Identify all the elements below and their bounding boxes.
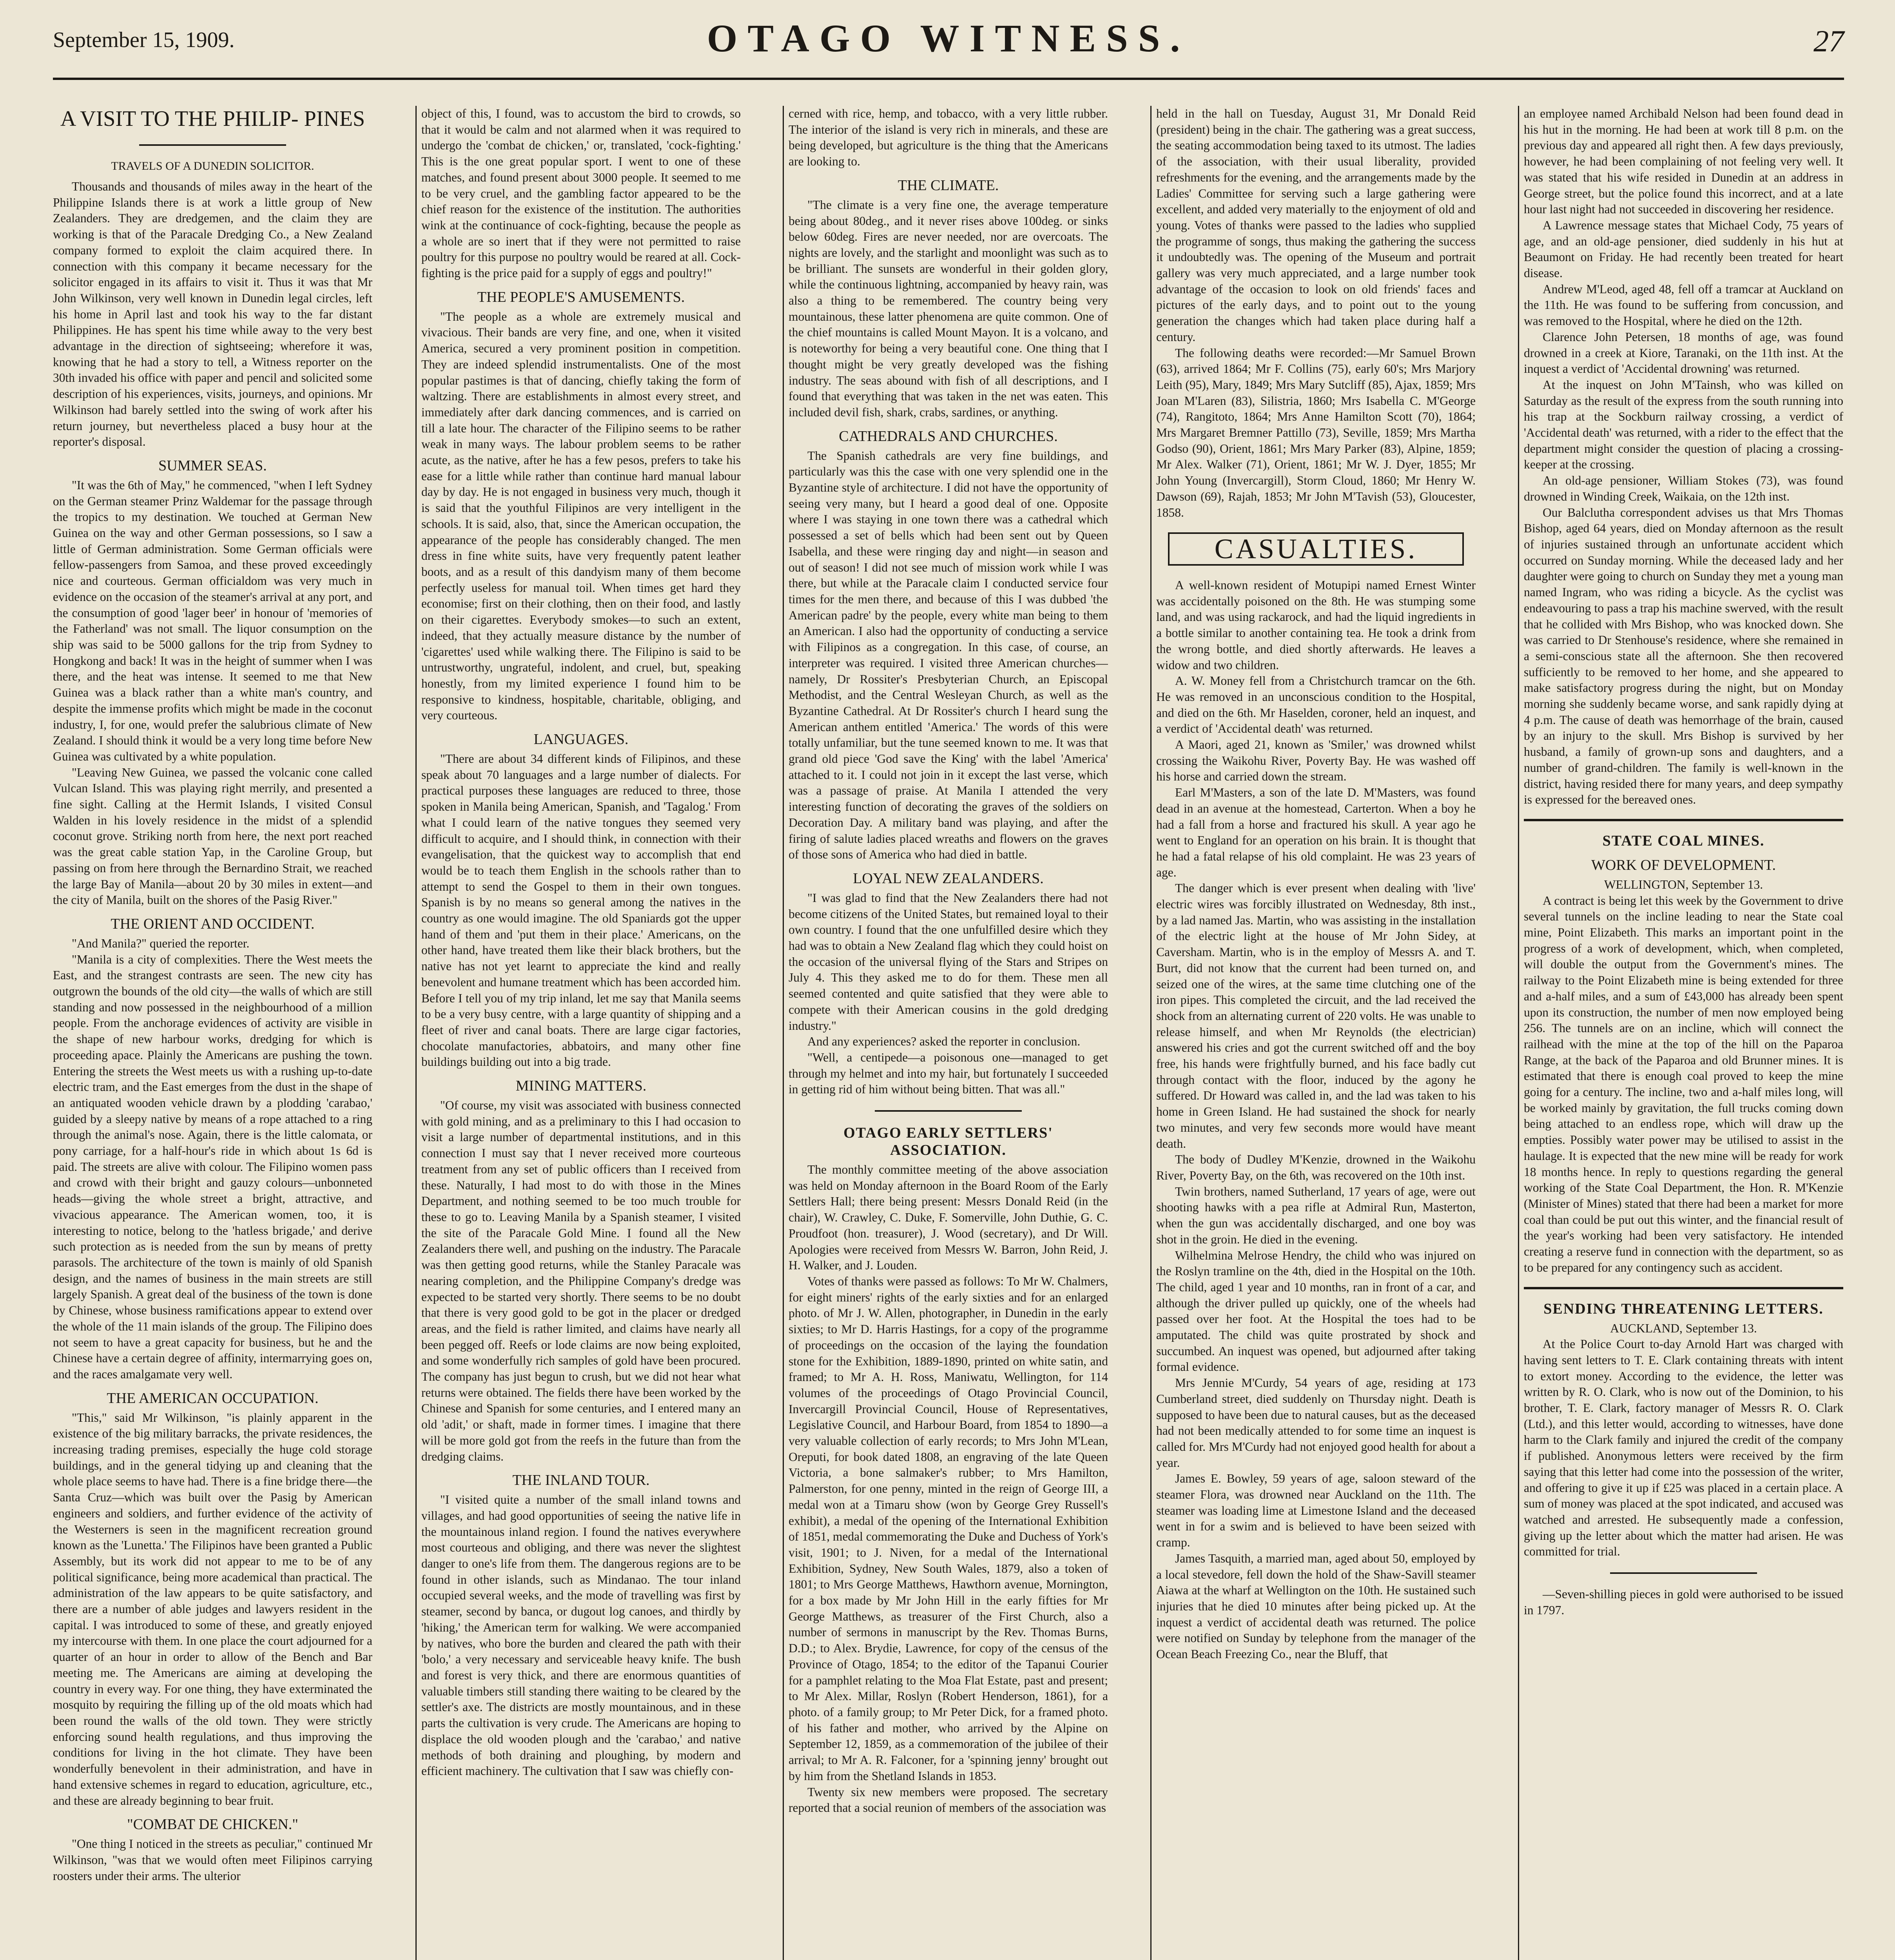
paragraph: "Leaving New Guinea, we passed the volcanic cone called Vulcan Island. This was playing right merrily, and presented a fine sight. Calling at the Hermit Islands, I visited Consul Walden in his lovely residence in the midst of a splendid coconut grove. Striking north from here, the next port reached was the great cable station Yap, in the Caroline Group, but passing on from here through the Bernardino Strait, we reached the large Bay of Manila—about 20 by 30 miles in extent—and the city of Manila, built on the shores of the Pasig River." bbox=[53, 765, 372, 907]
paragraph: Andrew M'Leod, aged 48, fell off a tramcar at Auckland on the 11th. He was found to be suffering from concussion, and was removed to the Hospital, where he died on the 12th. bbox=[1524, 282, 1843, 328]
dateline: AUCKLAND, September 13. bbox=[1610, 1321, 1757, 1335]
dateline: WELLINGTON, September 13. bbox=[1604, 877, 1763, 891]
paragraph: Mrs Jennie M'Curdy, 54 years of age, residing at 173 Cumberland street, died suddenly on Thursday night. Death is supposed to have been due to natural causes, but as the deceased had not been medically attended to for some time an inquest is called for. Mrs M'Curdy had not enjoyed good health for about a year. bbox=[1156, 1376, 1476, 1470]
paragraph: A Lawrence message states that Michael Cody, 75 years of age, and an old-age pensioner, died suddenly in his hut at Beaumont on Friday. He had recently been treated for heart disease. bbox=[1524, 218, 1843, 280]
paragraph: A contract is being let this week by the Government to drive several tunnels on the incline leading to near the State coal mine, Point Elizabeth. This marks an important point in the progress of a work of development, which, when completed, will double the output from the Government's mines. The railway to the Point Elizabeth mine is being extended for three and a-half miles, and a sum of £43,000 has already been spent upon its construction, the number of men now employed being 256. The tunnels are on an incline, which will connect the railhead with the mine at the top of the hill on the Paparoa Range, at the back of the Paparoa and old Brunner mines. It is estimated that there is enough coal proved to keep the mine going for a century. The incline, two and a-half miles long, will be worked mainly by gravitation, the full trucks coming down being attached to an endless rope, which will draw up the empties. Possibly water power may be utilised to assist in the haulage. It is expected that the new mine will be ready for work 18 months hence. In reply to questions regarding the general working of the State Coal Department, the Hon. R. M'Kenzie (Minister of Mines) stated that there had been a market for more coal than could be put out this winter, and the financial result of the year's working had been very satisfactory. He intended creating a reserve fund in connection with the department, so as to be prepared for any contingency such as accident. bbox=[1524, 893, 1843, 1274]
column-rule bbox=[783, 106, 784, 1960]
paragraph: "Manila is a city of complexities. There the West meets the East, and the strangest contrasts are seen. The new city has outgrown the bounds of the old city—the walls of which are still standing and now possessed in the neighbourhood of a million people. From the anchorage evidences of activity are visible in the shape of new harbour works, dredging for which is proceeding apace. Plainly the Americans are pushing the town. Entering the streets the West meets us with a rushing up-to-date electric tram, and the East emerges from the dust in the shape of an antiquated wooden vehicle drawn by a plodding 'carabao,' guided by a sleepy native by means of a rope attached to a ring through the animal's nose. Again, there is the little calomata, or pony carriage, for a half-hour's ride in which about 1s 6d is paid. The streets are alive with colour. The Filipino women pass and crowd with their bright and gauzy colours—unbonneted heads—giving the whole street a bright, attractive, and vivacious appearance. The American women, too, it is interesting to notice, belong to the 'hatless brigade,' and derive such protection as is needed from the sun by means of pretty parasols. The architecture of the town is mainly of old Spanish design, and the names of business in the main streets are still largely Spanish. A great deal of the business of the town is done by Chinese, whose business ramifications appear to extend over the whole of the 11 main islands of the group. The Filipino does not seem to have a great capacity for business, but he and the Chinese have a certain degree of affinity, intermarrying goes on, and the races amalgamate very well. bbox=[53, 952, 372, 1381]
subheading: THE ORIENT AND OCCIDENT. bbox=[111, 915, 315, 932]
divider bbox=[139, 144, 286, 146]
divider bbox=[1610, 1572, 1757, 1574]
paragraph: James Tasquith, a married man, aged about 50, employed by a local stevedore, fell down the hold of the Shaw-Savill steamer Aiawa at the wharf at Wellington on the 10th. He sustained such injuries that he died 10 minutes after being picked up. At the inquest a verdict of accidental death was returned. The police were notified on Sunday by telephone from the manager of the Ocean Beach Freezing Co., near the Bluff, that bbox=[1156, 1551, 1476, 1661]
column-2 bbox=[421, 106, 741, 1960]
column-rule bbox=[415, 106, 417, 1960]
paragraph: An old-age pensioner, William Stokes (73), was found drowned in Winding Creek, Waikaia, on the 12th inst. bbox=[1524, 474, 1843, 503]
paragraph: "One thing I noticed in the streets as peculiar," continued Mr Wilkinson, "was that we would often meet Filipinos carrying roosters under their arms. The ulterior bbox=[53, 1837, 372, 1883]
paragraph: cerned with rice, hemp, and tobacco, with a very little rubber. The interior of the island is very rich in minerals, and these are being developed, but agriculture is the thing that the Americans are looking to. bbox=[789, 107, 1108, 169]
page-number: 27 bbox=[1813, 24, 1844, 58]
subheading: LANGUAGES. bbox=[533, 731, 629, 748]
subheading: THE AMERICAN OCCUPATION. bbox=[107, 1390, 319, 1406]
paragraph: The Spanish cathedrals are very fine buildings, and particularly was this the case with one very splendid one in the Byzantine style of architecture. I did not have the opportunity of seeing very many, but I heard a good deal of one. Opposite where I was staying in one town there was a cathedral which possessed a set of bells which had been sent out by Queen Isabella, and these were ringing day and night—in season and out of season! I did not see much of mission work while I was there, but while at the Paracale claim I conducted service four times for the men there, and because of this I was dubbed 'the American padre' by the people, every white man being to them an American. I also had the opportunity of conducting a service with Filipinos as a congregation. In this case, of course, an interpreter was required. I visited three American churches—namely, Dr Rossiter's Presbyterian Church, an Episcopal Methodist, and the Central Wesleyan Church, as well as the Byzantine Cathedral. At Dr Rossiter's church I heard sung the American anthem entitled 'America.' The words of this were totally unfamiliar, but the tune seemed known to me. It was that grand old piece 'God save the King' with the label 'America' attached to it. I could not join in it except the last verse, which was a passage of praise. At Manila I attended the very interesting function of decorating the graves of the soldiers on Decoration Day. A military band was playing, and after the firing of salute ladies placed wreaths and flowers on the graves of those sons of America who had died in battle. bbox=[789, 448, 1108, 862]
page-header bbox=[53, 12, 1844, 67]
paragraph: At the Police Court to-day Arnold Hart was charged with having sent letters to T. E. Clark containing threats with intent to extort money. According to the evidence, the letter was written by R. O. Clark, who is now out of the Dominion, to his brother, T. E. Clark, factory manager of Messrs R. O. Clark (Ltd.), and this letter would, according to witnesses, have done harm to the Clark family and injured the credit of the company if published. Anonymous letters were received by the firm saying that this letter had come into the possession of the writer, and offering to give it up if £25 was placed in a certain place. A sum of money was placed at the spot indicated, and accused was watched and arrested. He subsequently made a confession, giving up the letter about which the matter had arisen. He was committed for trial. bbox=[1524, 1337, 1843, 1559]
paragraph: A Maori, aged 21, known as 'Smiler,' was drowned whilst crossing the Waikohu River, Poverty Bay. He was washed off his horse and carried down the stream. bbox=[1156, 738, 1476, 784]
paragraph: Our Balclutha correspondent advises us that Mrs Thomas Bishop, aged 64 years, died on Monday afternoon as the result of injuries sustained through an unfortunate accident which occurred on Sunday morning. While the deceased lady and her daughter were going to church on Sunday they met a young man named Ingram, who was riding a bicycle. As the cyclist was endeavouring to pass a trap his machine swerved, with the result that he collided with Mrs Bishop, who was knocked down. She was carried to Dr Stenhouse's residence, where she remained in a semi-conscious state all the afternoon. She then recovered sufficiently to be removed to her home, and she appeared to make satisfactory progress during the night, but on Monday morning she suddenly became worse, and sank rapidly dying at 4 p.m. The cause of death was hemorrhage of the brain, caused by an injury to the skull. Mrs Bishop is survived by her husband, a family of grown-up sons and daughters, and a number of grand-children. The family is well-known in the district, having resided there for many years, and deep sympathy is expressed for the bereaved ones. bbox=[1524, 505, 1843, 807]
paragraph: "This," said Mr Wilkinson, "is plainly apparent in the existence of the big military barracks, the private residences, the increasing trading premises, especially the huge cold storage buildings, and in the general tidying up and cleaning that the whole place seems to have had. There is a fine bridge there—the Santa Cruz—which was built over the Pasig by American engineers and soldiers, and further evidence of the activity of the Westerners is seen in the magnificent recreation ground known as the 'Lunetta.' The Filipinos have been granted a Public Assembly, but its work did not appear to me to be of any political significance, being more academical than practical. The administration of the law appears to be quite satisfactory, and there are a number of able judges and lawyers resident in the capital. I was introduced to some of these, and greatly enjoyed my intercourse with them. In one place the court adjourned for a quarter of an hour in order to allow of the Bench and Bar meeting me. The Americans are aiming at developing the country in every way. For one thing, they have exterminated the mosquito by requiring the filling up of the old moats which had been round the walls of the old town. They were strictly enforcing sound health regulations, and thus improving the conditions for living in the hot climate. They have been wonderfully benevolent in their administration, and have in hand extensive schemes in regard to education, agriculture, etc., and these are already beginning to bear fruit. bbox=[53, 1410, 372, 1808]
subheading: MINING MATTERS. bbox=[515, 1078, 647, 1094]
paragraph: "The climate is a very fine one, the average temperature being about 80deg., and it never rises above 100deg. or sinks below 60deg. Fires are never needed, nor are overcoats. The nights are lovely, and the starlight and moonlight was such as to be brilliant. The sunsets are wonderful in their golden glory, while the continuous lightning, accompanied by heavy rain, was also a thing to be remembered. The country being very mountainous, these latter phenomena are quite common. One of the chief mountains is called Mount Mayon. It is a volcano, and is noteworthy for being a very beautiful cone. One thing that I thought might be very greatly developed was the fishing industry. The seas abound with fish of all descriptions, and I found that everything that was taken in the net was eaten. This included devil fish, shark, crabs, sardines, or anything. bbox=[789, 198, 1108, 419]
subheading: SENDING THREATENING LETTERS. bbox=[1543, 1300, 1824, 1317]
boxed-heading: CASUALTIES. bbox=[1168, 532, 1464, 566]
paragraph: "It was the 6th of May," he commenced, "when I left Sydney on the German steamer Prinz Waldemar for the passage through the tropics to my destination. We touched at German New Guinea on the way and other German possessions, so I saw a little of German administration. Some German officials were fellow-passengers from Samoa, and these proved exceedingly nice and courteous. German officialdom was very much in evidence on the occasion of the steamer's arrival at any port, and the consumption of good 'lager beer' in honour of 'memories of the Fatherland' was not small. The liquor consumption on the ship was said to be 5000 gallons for the trip from Sydney to Hongkong and back! It was in the height of summer when I was there, and the heat was intense. It seemed to me that New Guinea was a black rather than a white man's country, and despite the immense profits which might be made in the coconut industry, I, for one, would prefer the salubrious climate of New Zealand. I should think it would be a very long time before New Guinea was cultivated by a white population. bbox=[53, 478, 372, 763]
paragraph: "And Manila?" queried the reporter. bbox=[72, 936, 250, 950]
paragraph: Thousands and thousands of miles away in the heart of the Philippine Islands there is at work a little group of New Zealanders. They are dredgemen, and the claim they are working is that of the Paracale Dredging Co., a New Zealand company formed to exploit the claim acquired there. In connection with this company it became necessary for the solicitor engaged in its affairs to visit it. Thus it was that Mr John Wilkinson, very well known in Dunedin legal circles, left his home in April last and took his way to the far distant Philippines. He has spent his time while away to the very best advantage in the direction of sightseeing; wherefore it was, knowing that he had a story to tell, a Witness reporter on the 30th invaded his office with paper and pencil and solicited some description of his experiences, visits, journeys, and opinions. Mr Wilkinson had barely settled into the swing of work after his return journey, but nevertheless placed a busy hour at the reporter's disposal. bbox=[53, 180, 372, 449]
paragraph: "Well, a centipede—a poisonous one—managed to get through my helmet and into my hair, but fortunately I succeeded in getting rid of him without being bitten. That was all." bbox=[789, 1050, 1108, 1096]
paragraph: "Of course, my visit was associated with business connected with gold mining, and as a preliminary to this I had occasion to visit a large number of departmental institutions, and in this connection I must say that I never received more courteous treatment from any set of public officers than I received from these. Naturally, I had most to do with those in the Mines Department, and nothing seemed to be too much trouble for these to go to. Leaving Manila by a Spanish steamer, I visited the site of the Paracale Gold Mine. I found all the New Zealanders there well, and pushing on the industry. The Paracale was then getting good returns, while the Stanley Paracale was nearing completion, and the Philippine Company's dredge was expected to be started very shortly. There seems to be no doubt that there is very good gold to be got in the placer or dredged areas, and the field is rather limited, and claims have nearly all been pegged off. Reefs or lode claims are now being exploited, and some wonderfully rich samples of gold have been procured. The company has just begun to crush, but we did not hear what returns were obtained. The fields there have been worked by the Chinese and Spanish for some centuries, and I entered many an old 'adit,' or shaft, made in former times. I imagine that there will be more gold got from the reefs in the future than from the dredging claims. bbox=[421, 1098, 741, 1463]
headline: A VISIT TO THE PHILIP- PINES bbox=[60, 107, 365, 131]
subheading: STATE COAL MINES. bbox=[1602, 832, 1765, 849]
column-1 bbox=[53, 106, 372, 1960]
column-rule bbox=[1150, 106, 1152, 1960]
paragraph: an employee named Archibald Nelson had been found dead in his hut in the morning. He had been at work till 8 p.m. on the previous day and appeared all right then. A few days previously, however, he had been complaining of not feeling very well. It was stated that his wife resided in Dunedin at an address in George street, but the police found this incorrect, and at a late hour last night had not succeeded in discovering her residence. bbox=[1524, 107, 1843, 216]
paragraph: The following deaths were recorded:—Mr Samuel Brown (63), arrived 1864; Mr F. Collins (75), early 60's; Mrs Marjory Leith (95), Mary, 1849; Mrs Mary Sutcliff (85), Ajax, 1859; Mrs Joan M'Laren (83), Silistria, 1860; Mrs Isabella C. M'George (74), Rangitoto, 1864; Mrs Anne Hamilton Scott (70), 1864; Mrs Margaret Bremner Pattillo (73), Seville, 1859; Mrs Martha Godso (90), Orient, 1861; Mrs Mary Parker (83), Alpine, 1859; Mr Alex. Walker (71), Orient, 1861; Mr W. J. Dyer, 1855; Mr John Young (Invercargill), Storm Cloud, 1860; Mr Henry W. Dawson (69), Rajah, 1853; Mr John M'Tavish (53), Gloucester, 1858. bbox=[1156, 346, 1476, 519]
divider bbox=[875, 1110, 1022, 1112]
paragraph: "I visited quite a number of the small inland towns and villages, and had good opportunities of seeing the native life in the mountainous inland region. I found the natives everywhere most courteous and obliging, and there was never the slightest danger to one's life from them. The dangerous regions are to be found in other islands, such as Mindanao. The tour inland occupied several weeks, and the mode of travelling was first by steamer, second by banca, or dugout log canoes, and thirdly by 'hiking,' the American term for walking. We were accompanied by natives, who bore the burden and cleared the path with their 'bolo,' a very necessary and serviceable heavy knife. The bush and forest is very thick, and there are enormous quantities of valuable timbers still standing there waiting to be cleared by the settler's axe. The districts are mostly mountainous, and in these parts the cultivation is very crude. The Americans are hoping to displace the old wooden plough and the 'carabao,' and native methods of both draining and ploughing, by modern and efficient machinery. The cultivation that I saw was chiefly con- bbox=[421, 1493, 741, 1778]
paragraph: A. W. Money fell from a Christchurch tramcar on the 6th. He was removed in an unconscious condition to the Hospital, and died on the 6th. Mr Haselden, coroner, held an inquest, and a verdict of 'Accidental death' was returned. bbox=[1156, 674, 1476, 736]
paragraph: "The people as a whole are extremely musical and vivacious. Their bands are very fine, and one, when it visited America, secured a very prominent position in competition. They are indeed splendid instrumentalists. One of the most popular pastimes is that of dancing, chiefly taking the form of waltzing. There are establishments in almost every street, and immediately after dark dancing commences, and is carried on till a late hour. The character of the Filipino seems to be rather weak in many ways. The labour problem seems to be rather acute, as the native, after he has a few pesos, prefers to take his ease for a little while rather than continue hard manual labour day by day. He is not engaged in business very much, though it is said that the youthful Filipinos are very intelligent in the schools. It is said, also, that, since the American occupation, the appearance of the people has considerably changed. The men dress in fine white suits, have very frequently patent leather boots, and as a result of this dandyism many of them become perfectly useless for manual toil. When times get hard they economise; first on their clothing, then on their food, and lastly on their cigarettes. Everybody smokes—to such an extent, indeed, that they actually measure distance by the number of 'cigarettes' used while walking there. The Filipino is said to be untrustworthy, ungrateful, indolent, and cruel, but, speaking honestly, from my limited experience I found him to be responsive to kindness, hospitable, charitable, obliging, and very courteous. bbox=[421, 309, 741, 722]
paragraph: The monthly committee meeting of the above association was held on Monday afternoon in the Board Room of the Early Settlers Hall; there being present: Messrs Donald Reid (in the chair), W. Crawley, C. Duke, F. Somerville, John Duthie, G. C. Proudfoot (hon. treasurer), J. Wood (secretary), and Dr Will. Apologies were received from Messrs W. Barron, John Reid, J. H. Walker, and J. Louden. bbox=[789, 1163, 1108, 1272]
divider bbox=[1524, 819, 1843, 821]
paragraph: "There are about 34 different kinds of Filipinos, and these speak about 70 languages and a large number of dialects. For practical purposes these languages are reduced to three, those spoken in Manila being American, Spanish, and 'Tagalog.' From what I could learn of the native tongues they seemed very difficult to acquire, and I should think, in connection with their evangelisation, that the quickest way to accomplish that end would be to teach them English in the schools rather than to attempt to send the Gospel to them in their own tongues. Spanish is by no means so general among the natives in the country as one would imagine. The old Spaniards got the upper hand of them and 'put them in their place.' Americans, on the other hand, have treated them like their black brothers, but the native has not yet learnt to appreciate the kind and really benevolent and humane treatment which has been accorded him. Before I tell you of my trip inland, let me say that Manila seems to be a very busy centre, with a large quantity of shipping and a fleet of river and canal boats. There are large cigar factories, chocolate manufactories, abbatoirs, and many other fine buildings building out into a big trade. bbox=[421, 752, 741, 1069]
paragraph: Twin brothers, named Sutherland, 17 years of age, were out shooting hawks with a pea rifle at Admiral Run, Masterton, when the gun was accidentally discharged, and one boy was shot in the groin. He died in the evening. bbox=[1156, 1184, 1476, 1246]
subheading: LOYAL NEW ZEALANDERS. bbox=[853, 870, 1044, 887]
subheading: SUMMER SEAS. bbox=[158, 457, 267, 474]
paragraph: Earl M'Masters, a son of the late D. M'Masters, was found dead in an avenue at the homestead, Carterton. When a boy he had a fall from a horse and fractured his skull. A year ago he went to England for an operation on his brain. It is thought that he had a fatal relapse of his old complaint. He was 23 years of age. bbox=[1156, 786, 1476, 879]
subheading: "COMBAT DE CHICKEN." bbox=[127, 1816, 298, 1833]
header-rule bbox=[53, 78, 1844, 80]
paragraph: And any experiences? asked the reporter in conclusion. bbox=[807, 1034, 1081, 1049]
paragraph: —Seven-shilling pieces in gold were authorised to be issued in 1797. bbox=[1524, 1587, 1843, 1617]
paragraph: held in the hall on Tuesday, August 31, Mr Donald Reid (president) being in the chair. The gathering was a great success, the seating accommodation being taxed to its utmost. The ladies of the association, with their usual liberality, provided refreshments for the evening, and the arrangements made by the Ladies' Committee for serving such a large gathering were excellent, and added very materially to the enjoyment of old and young. Votes of thanks were passed to the ladies who supplied the programme of songs, thus making the gathering the success it undoubtedly was. The opening of the Museum and portrait gallery was very much appreciated, and a large number took advantage of the occasion to look on old friends' faces and pictures of the early days, and to point out to the young generation the changes which had taken place during half a century. bbox=[1156, 107, 1476, 344]
paragraph: Clarence John Petersen, 18 months of age, was found drowned in a creek at Kiore, Taranaki, on the 11th inst. At the inquest a verdict of 'Accidental drowning' was returned. bbox=[1524, 330, 1843, 376]
column-4 bbox=[1156, 106, 1476, 1960]
column-rule bbox=[1518, 106, 1519, 1960]
paragraph: "I was glad to find that the New Zealanders there had not become citizens of the United States, but remained loyal to their own country. I found that the one unfulfilled desire which they had was to obtain a New Zealand flag which they could hoist on the occasion of the universal flying of the Stars and Stripes on July 4. This they asked me to do for them. These men all seemed contented and quite satisfied that they were able to compete with their American cousins in the gold dredging industry." bbox=[789, 891, 1108, 1033]
divider bbox=[1524, 1287, 1843, 1289]
deck: TRAVELS OF A DUNEDIN SOLICITOR. bbox=[111, 160, 314, 172]
issue-date: September 15, 1909. bbox=[53, 28, 235, 52]
paragraph: At the inquest on John M'Tainsh, who was killed on Saturday as the result of the express from the south running into his trap at the Sockburn railway crossing, a verdict of 'Accidental death' was returned, with a rider to the effect that the department might consider the question of placing a crossing-keeper at the crossing. bbox=[1524, 377, 1843, 472]
paragraph: The body of Dudley M'Kenzie, drowned in the Waikohu River, Poverty Bay, on the 6th, was recovered on the 10th inst. bbox=[1156, 1152, 1476, 1182]
paragraph: The danger which is ever present when dealing with 'live' electric wires was forcibly illustrated on Wednesday, 8th inst., by a lad named Jas. Martin, who was assisting in the installation of the electric light at the house of Mr John Sidey, at Caversham. Martin, who is in the employ of Messrs A. and T. Burt, did not know that the current had been turned on, and seized one of the wires, at the same time clutching one of the iron pipes. This completed the circuit, and the lad received the shock from an alternating current of 220 volts. He was unable to release himself, and when Mr Reynolds (the electrician) answered his cries and got the current switched off and the boy free, his hands were frightfully burned, and his face badly cut through contact with the floor, induced by the agony he suffered. Dr Howard was called in, and the lad was taken to his home in Green Island. He had sustained the shock for nearly two minutes, and very few seconds more would have meant death. bbox=[1156, 881, 1476, 1151]
paragraph: object of this, I found, was to accustom the bird to crowds, so that it would be calm and not alarmed when it was required to undergo the 'combat de chicken,' or, translated, 'cock-fighting.' This is the one great popular sport. I went to one of these matches, and found present about 3000 people. It seemed to me to be very cruel, and the gambling factor appeared to be the chief reason for the existence of the institution. The authorities wink at the continuance of cock-fighting, because the people as a whole are so inert that if they were not permitted to raise poultry for this purpose no poultry would be reared at all. Cock-fighting is the price paid for a supply of eggs and poultry!" bbox=[421, 107, 741, 280]
subheading: THE CLIMATE. bbox=[898, 177, 999, 194]
paragraph: Twenty six new members were proposed. The secretary reported that a social reunion of members of the association was bbox=[789, 1785, 1108, 1815]
masthead: OTAGO WITNESS. bbox=[707, 16, 1190, 60]
subheading: THE PEOPLE'S AMUSEMENTS. bbox=[477, 289, 685, 305]
paragraph: Votes of thanks were passed as follows: To Mr W. Chalmers, for eight miners' rights of the early sixties and for an enlarged photo. of Mr J. W. Allen, photographer, in Dunedin in the early sixties; to Mr D. Harris Hastings, for a copy of the programme of proceedings on the occasion of the laying the foundation stone for the Exhibition, 1889-1890, printed on white satin, and framed; to Mr A. H. Ross, Maniwatu, Wellington, for 114 volumes of the proceedings of Otago Provincial Council, Invercargill Provincial Council, House of Representatives, Legislative Council, and Harbour Board, from 1854 to 1890—a very valuable collection of early records; to Mrs John M'Lean, Oreputi, for book dated 1808, an engraving of the late Queen Victoria, a bone salmaker's rubber; to Mrs Hamilton, Palmerston, for one penny, minted in the reign of George III, a medal won at a Timaru show (won by George Grey Russell's exhibit), a medal of the opening of the International Exhibition of 1851, medal commemorating the Duke and Duchess of York's visit, 1901; to J. Niven, for a medal of the International Exhibition, Sydney, New South Wales, 1879, also a token of 1801; to Mrs George Matthews, Hawthorn avenue, Mornington, for a box made by Mr John Hill in the early fifties for Mr George Matthews, as treasurer of the First Church, also a number of sermons in manuscript by the Rev. Thomas Burns, D.D.; to Alex. Brydie, Lawrence, for copy of the census of the Province of Otago, 1854; to the editor of the Tapanui Courier for a pamphlet relating to the Moa Flat Estate, past and present; to Mr Alex. Millar, Roslyn (Robert Henderson, 1861), for a photo. of a family group; to Mr Peter Dick, for a framed photo. of his father and mother, who arrived by the Alpine on September 12, 1859, as a commemoration of the jubilee of their arrival; to Mr A. R. Falconer, for a 'spinning jenny' brought out by him from the Shetland Islands in 1853. bbox=[789, 1274, 1108, 1783]
paragraph: A well-known resident of Motupipi named Ernest Winter was accidentally poisoned on the 8th. He was stumping some land, and was using rackarock, and had the liquid ingredients in a bottle similar to another containing tea. He took a drink from the wrong bottle, and died shortly afterwards. He leaves a widow and two children. bbox=[1156, 578, 1476, 672]
paragraph: Wilhelmina Melrose Hendry, the child who was injured on the Roslyn tramline on the 4th, died in the Hospital on the 10th. The child, aged 1 year and 10 months, ran in front of a car, and although the driver pulled up quickly, one of the wheels had passed over her foot. At the Hospital the toes had to be amputated. The child was quite prostrated by shock and succumbed. An inquest was opened, but adjourned after taking formal evidence. bbox=[1156, 1248, 1476, 1374]
subheading: OTAGO EARLY SETTLERS' ASSOCIATION. bbox=[843, 1125, 1053, 1159]
column-5 bbox=[1524, 106, 1843, 1960]
subheading: CATHEDRALS AND CHURCHES. bbox=[839, 428, 1058, 445]
subheading: WORK OF DEVELOPMENT. bbox=[1591, 857, 1776, 873]
subheading: THE INLAND TOUR. bbox=[512, 1472, 650, 1489]
paragraph: James E. Bowley, 59 years of age, saloon steward of the steamer Flora, was drowned near Auckland on the 11th. The steamer was loading lime at Limestone Island and the deceased went in for a swim and is believed to have been seized with cramp. bbox=[1156, 1472, 1476, 1550]
column-3 bbox=[789, 106, 1108, 1960]
